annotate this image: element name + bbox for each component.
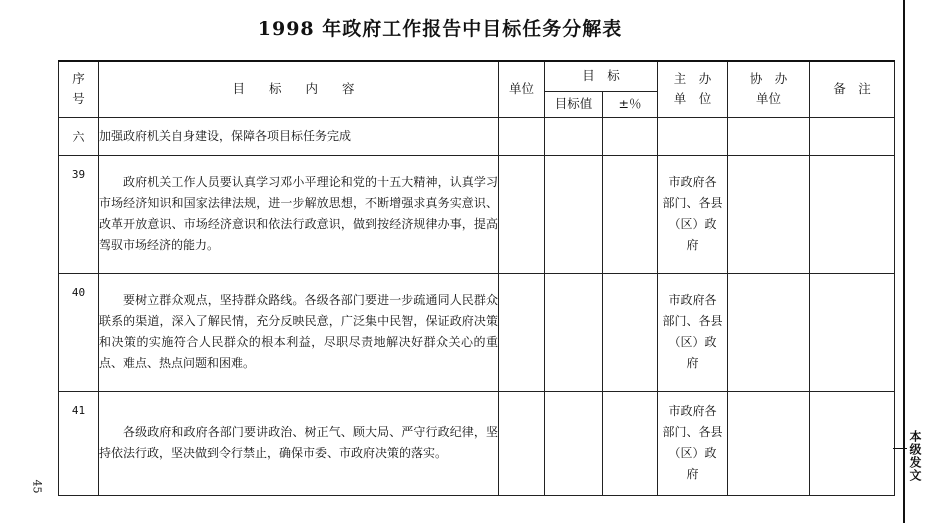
- row-content: 要树立群众观点，坚持群众路线。各级各部门要进一步疏通同人民群众联系的渠道，深入了解民情，充分反映民意，广泛集中民智，保证政府决策和决策的实施符合人民群众的根本利益，尽职尽责地解决好群众关心的重点、难点、热点问题和困难。: [99, 273, 499, 391]
- header-tolerance: ±％: [603, 91, 658, 117]
- row-content: 政府机关工作人员要认真学习邓小平理论和党的十五大精神，认真学习市场经济知识和国家法律法规，进一步解放思想，不断增强求真务实意识、改革开放意识、市场经济意识和依法行政意识，做到按经济规律办事，提高驾驭市场经济的能力。: [99, 155, 499, 273]
- header-remarks: 备 注: [810, 61, 895, 117]
- row-main-org: 市政府各 部门、各县 （区）政 府: [658, 155, 728, 273]
- header-main-org: 主 办 单 位: [658, 61, 728, 117]
- table-row: [59, 391, 895, 495]
- target-task-table: [58, 60, 895, 496]
- page-title: 1998 年政府工作报告中目标任务分解表: [257, 18, 623, 40]
- side-label: 本级发文: [908, 430, 922, 482]
- header-target-value: 目标值: [545, 91, 603, 117]
- margin-rule: [903, 0, 905, 523]
- row-main-org: 市政府各 部门、各县 （区）政 府: [658, 273, 728, 391]
- header-unit: 单位: [499, 61, 545, 117]
- row-number: 39: [59, 155, 99, 273]
- header-target: 目 标: [545, 61, 658, 91]
- row-main-org: 市政府各 部门、各县 （区）政 府: [658, 391, 728, 495]
- header-seq: 序 号: [59, 61, 99, 117]
- header-assist-org: 协 办 单位: [728, 61, 810, 117]
- table-row: [59, 273, 895, 391]
- row-number: 40: [59, 273, 99, 391]
- table-row: [59, 155, 895, 273]
- header-content: 目 标 内 容: [99, 61, 499, 117]
- section-row: [59, 117, 895, 155]
- row-content: 各级政府和政府各部门要讲政治、树正气、顾大局、严守行政纪律，坚持依法行政，坚决做到令行禁止，确保市委、市政府决策的落实。: [99, 391, 499, 495]
- margin-tick: [893, 448, 907, 449]
- row-number: 41: [59, 391, 99, 495]
- section-number: 六: [59, 117, 99, 155]
- section-text: 加强政府机关自身建设，保障各项目标任务完成: [99, 117, 499, 155]
- page-number: 45: [30, 479, 44, 494]
